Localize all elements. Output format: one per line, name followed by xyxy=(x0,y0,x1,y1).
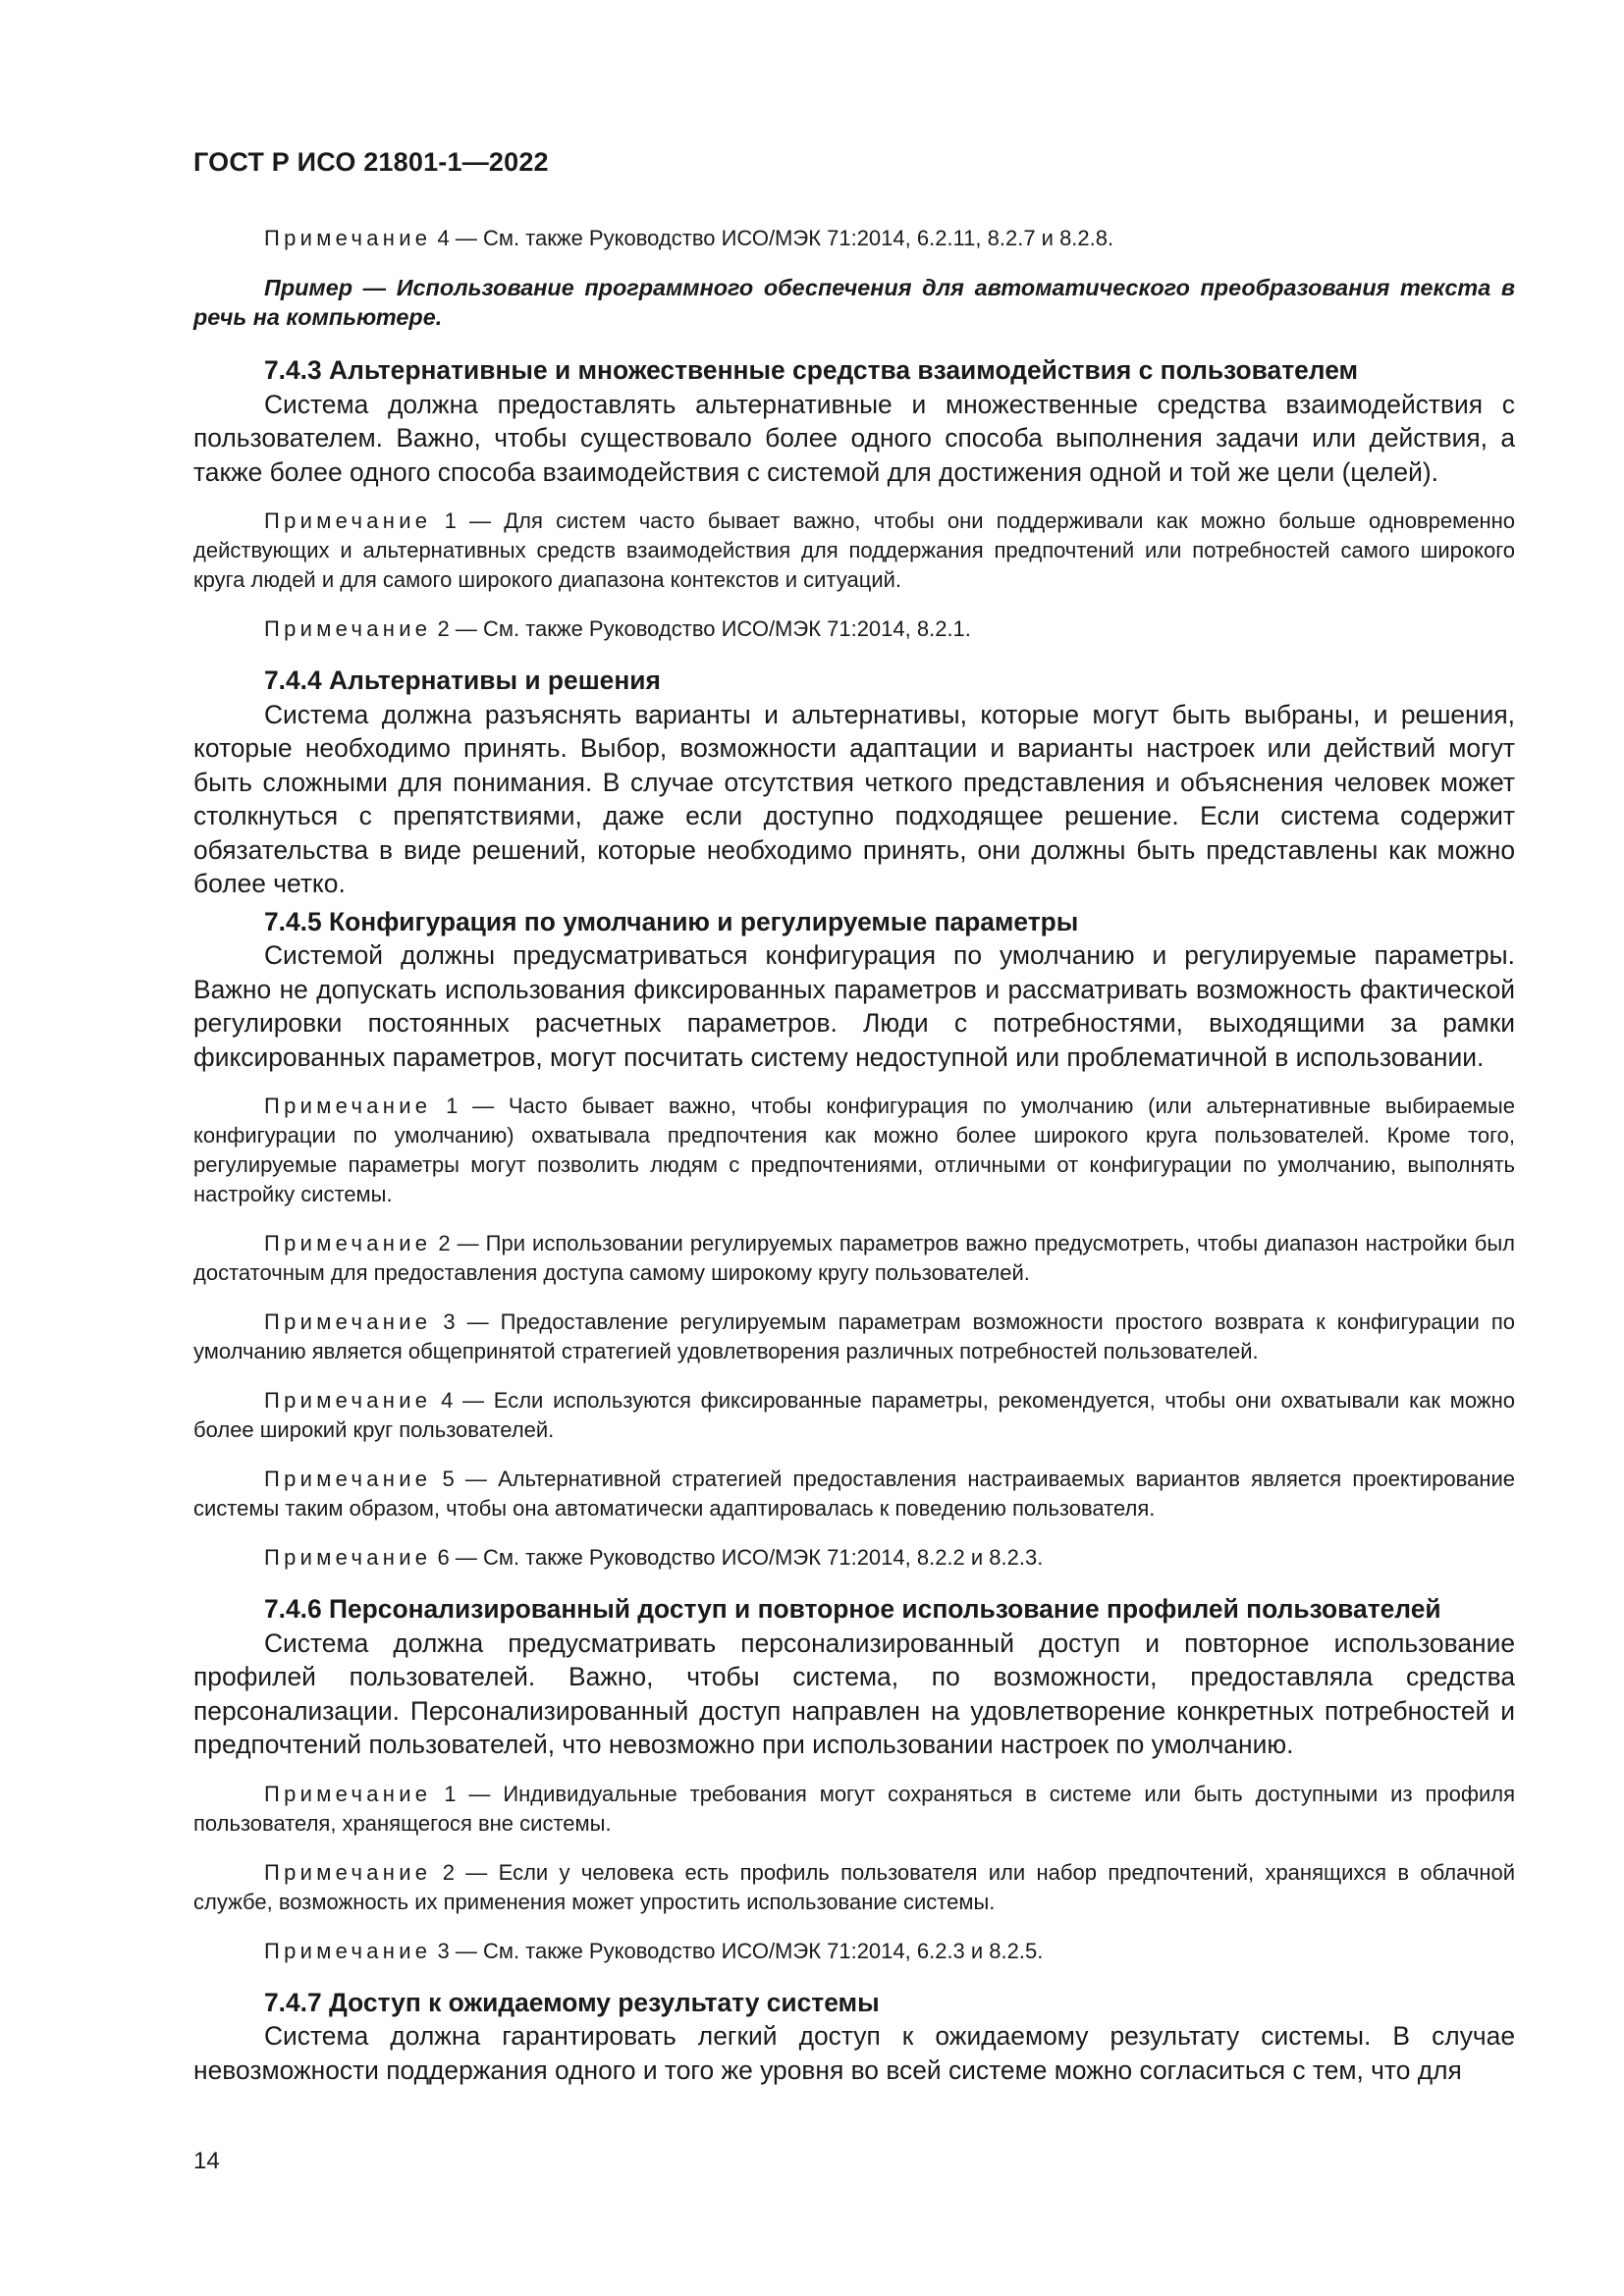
note-number: 2 xyxy=(438,1231,451,1255)
note-text: — При использовании регулируемых параметров важно предусмотреть, чтобы диапазон настройки был достаточным для предоставления доступа самому широкому кругу пользователей. xyxy=(193,1231,1515,1285)
note-text: — См. также Руководство ИСО/МЭК 71:2014, 6.2.11, 8.2.7 и 8.2.8. xyxy=(449,226,1114,250)
note xyxy=(193,1937,1515,1966)
note-number: 1 xyxy=(446,1094,459,1118)
paragraph: Системой должны предусматриваться конфигурация по умолчанию и регулируемые параметры. Важно не допускать использования фиксированных параметров и рассматривать возможность фактической регулировки постоянных расчетных параметров. Люди с потребностями, выходящими за рамки фиксированных параметров, могут посчитать систему недоступной или проблематичной в использовании. xyxy=(193,940,1515,1072)
note-text: — Альтернативной стратегией предоставления настраиваемых вариантов является проектирование системы таким образом, чтобы она автоматически адаптировалась к поведению пользователя. xyxy=(193,1467,1515,1521)
note-label: Примечание xyxy=(264,1781,432,1806)
note-number: 6 xyxy=(437,1545,450,1570)
note-label: Примечание xyxy=(264,1467,432,1491)
note xyxy=(193,224,1515,253)
note xyxy=(193,1308,1515,1366)
note-text: — Предоставление регулируемым параметрам возможности простого возврата к конфигурации по умолчанию является общепринятой стратегией удовлетворения различных потребностей пользователей. xyxy=(193,1309,1515,1363)
note xyxy=(193,614,1515,644)
note xyxy=(193,1543,1515,1573)
note-label: Примечание xyxy=(264,1859,432,1885)
note-number: 4 xyxy=(441,1388,454,1413)
section-heading-7-4-4: 7.4.4 Альтернативы и решения xyxy=(264,666,661,695)
note-number: 1 xyxy=(444,1781,457,1806)
section-heading-7-4-5: 7.4.5 Конфигурация по умолчанию и регулируемые параметры xyxy=(264,906,1079,936)
note-text: — Если у человека есть профиль пользователя или набор предпочтений, хранящихся в облачной службе, возможность их применения может упростить использование системы. xyxy=(193,1859,1515,1914)
note-text: — Для систем часто бывает важно, чтобы они поддерживали как можно больше одновременно действующих и альтернативных средств взаимодействия для поддержания предпочтений или потребностей самого широкого круга людей и для самого широкого диапазона контекстов и ситуаций. xyxy=(193,508,1515,592)
page-number: 14 xyxy=(193,2148,220,2174)
page-content xyxy=(193,224,1515,2087)
note-label: Примечание xyxy=(264,616,432,641)
note xyxy=(193,1092,1515,1209)
note-number: 2 xyxy=(437,616,450,641)
paragraph: Система должна предоставлять альтернативные и множественные средства взаимодействия с пользователем. Важно, чтобы существовало более одного способа выполнения задачи или действия, а также более одного способа взаимодействия с системой для достижения одной и той же цели (целей). xyxy=(193,389,1515,487)
note xyxy=(193,1858,1515,1917)
note-label: Примечание xyxy=(264,1094,432,1118)
note-label: Примечание xyxy=(264,1309,432,1334)
document-header: ГОСТ Р ИСО 21801-1—2022 xyxy=(193,147,549,177)
note-text: — Часто бывает важно, чтобы конфигурация по умолчанию (или альтернативные выбираемые конфигурации по умолчанию) охватывала предпочтения как можно более широкого круга пользователей. Кроме того, регулируемые параметры могут позволить людям с предпочтениями, отличными от конфигурации по умолчанию, выполнять настройку системы. xyxy=(193,1094,1515,1206)
note-number: 1 xyxy=(444,508,457,533)
note xyxy=(193,507,1515,595)
note-text: — См. также Руководство ИСО/МЭК 71:2014, 8.2.1. xyxy=(449,616,971,641)
note-label: Примечание xyxy=(264,1231,432,1255)
note-number: 5 xyxy=(442,1467,455,1491)
note-label: Примечание xyxy=(264,1545,432,1570)
note-number: 2 xyxy=(442,1859,455,1885)
note xyxy=(193,1386,1515,1445)
example: Пример — Использование программного обеспечения для автоматического преобразования текста в речь на компьютере. xyxy=(193,275,1515,330)
note-label: Примечание xyxy=(264,1938,432,1963)
note-number: 3 xyxy=(443,1309,456,1334)
note-text: — См. также Руководство ИСО/МЭК 71:2014, 8.2.2 и 8.2.3. xyxy=(449,1545,1044,1570)
note xyxy=(193,1780,1515,1839)
note-label: Примечание xyxy=(264,508,432,533)
note-number: 3 xyxy=(437,1938,450,1963)
note xyxy=(193,1465,1515,1523)
section-heading-7-4-3: 7.4.3 Альтернативные и множественные средства взаимодействия с пользователем xyxy=(264,355,1359,385)
note-number: 4 xyxy=(437,226,450,250)
note-text: — Индивидуальные требования могут сохраняться в системе или быть доступными из профиля пользователя, хранящегося вне системы. xyxy=(193,1781,1515,1836)
section-heading-7-4-6: 7.4.6 Персонализированный доступ и повторное использование профилей пользователей xyxy=(264,1594,1441,1624)
note-label: Примечание xyxy=(264,1388,432,1413)
note xyxy=(193,1229,1515,1288)
section-heading-7-4-7: 7.4.7 Доступ к ожидаемому результату системы xyxy=(264,1987,880,2017)
note-text: — Если используются фиксированные параметры, рекомендуется, чтобы они охватывали как можно более широкий круг пользователей. xyxy=(193,1388,1515,1442)
note-label: Примечание xyxy=(264,226,432,250)
paragraph: Система должна гарантировать легкий доступ к ожидаемому результату системы. В случае невозможности поддержания одного и того же уровня во всей системе можно согласиться с тем, что для xyxy=(193,2021,1515,2085)
note-text: — См. также Руководство ИСО/МЭК 71:2014, 6.2.3 и 8.2.5. xyxy=(449,1938,1044,1963)
paragraph: Система должна разъяснять варианты и альтернативы, которые могут быть выбраны, и решения, которые необходимо принять. Выбор, возможности адаптации и варианты настроек или действий могут быть сложными для понимания. В случае отсутствия четкого представления и объяснения человек может столкнуться с препятствиями, даже если доступно подходящее решение. Если система содержит обязательства в виде решений, которые необходимо принять, они должны быть представлены как можно более четко. xyxy=(193,699,1515,898)
paragraph: Система должна предусматривать персонализированный доступ и повторное использование профилей пользователей. Важно, чтобы система, по возможности, предоставляла средства персонализации. Персонализированный доступ направлен на удовлетворение конкретных потребностей и предпочтений пользователей, что невозможно при использовании настроек по умолчанию. xyxy=(193,1628,1515,1759)
